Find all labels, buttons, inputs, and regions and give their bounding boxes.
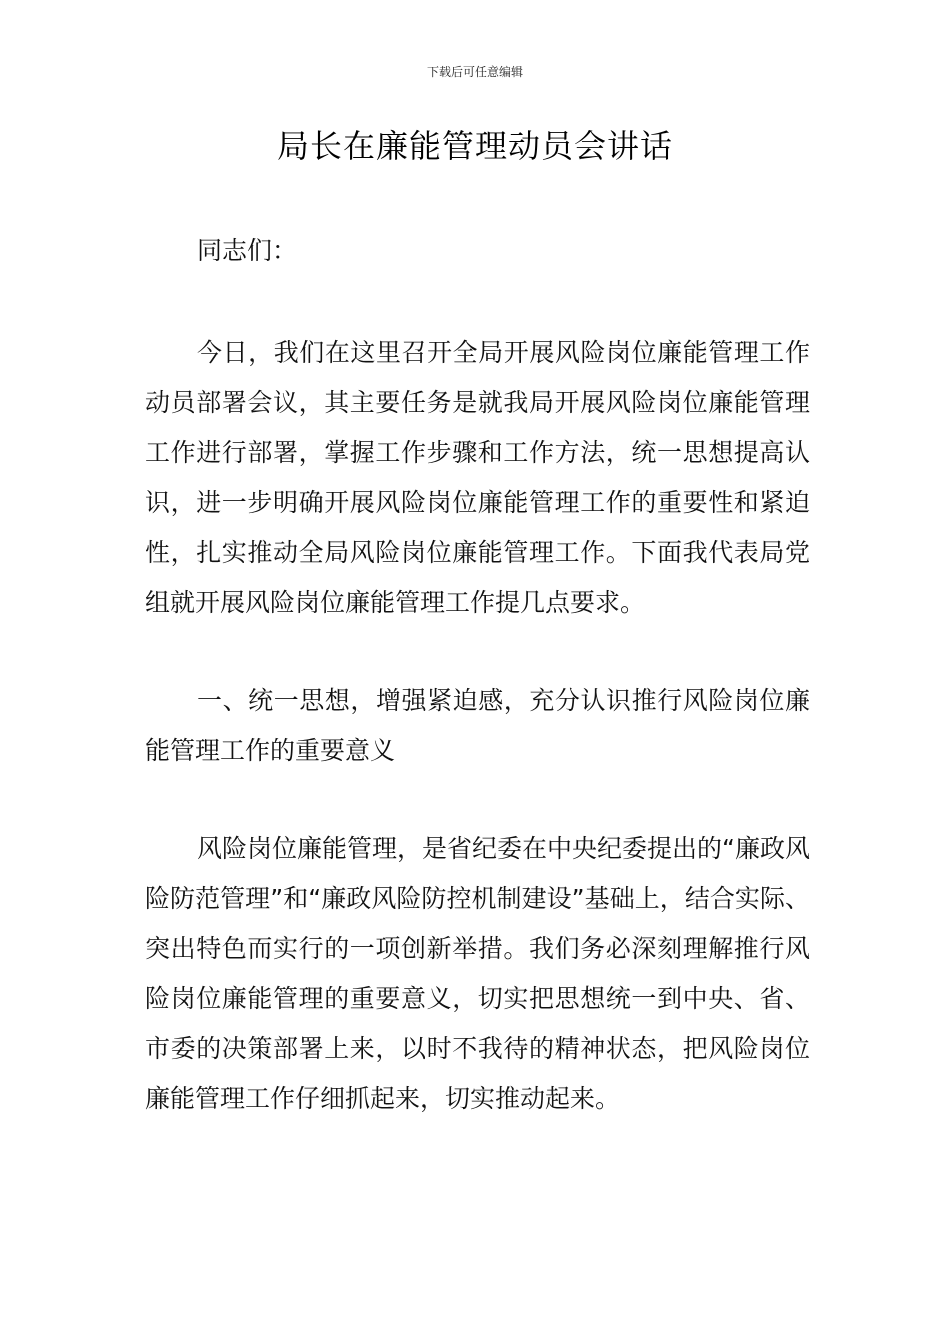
- section-heading-1: 一、统一思想，增强紧迫感，充分认识推行风险岗位廉能管理工作的重要意义: [145, 686, 810, 765]
- paragraph-intro: 今日，我们在这里召开全局开展风险岗位廉能管理工作动员部署会议，其主要任务是就我局开展风险岗位廉能管理工作进行部署，掌握工作步骤和工作方法，统一思想提高认识，进一步明确开展风险岗位廉能管理工作的重要性和紧迫性，扎实推动全局风险岗位廉能管理工作。下面我代表局党组就开展风险岗位廉能管理工作提几点要求。: [145, 338, 810, 617]
- header-note: 下载后可任意编辑: [426, 65, 523, 79]
- paragraph-section-1: 风险岗位廉能管理，是省纪委在中央纪委提出的“廉政风险防范管理”和“廉政风险防控机制建设”基础上，结合实际、突出特色而实行的一项创新举措。我们务必深刻理解推行风险岗位廉能管理的重要意义，切实把思想统一到中央、省、市委的决策部署上来，以时不我待的精神状态，把风险岗位廉能管理工作仔细抓起来，切实推动起来。: [145, 834, 810, 1113]
- salutation: 同志们：: [197, 236, 298, 265]
- document-title: 局长在廉能管理动员会讲话: [276, 127, 673, 165]
